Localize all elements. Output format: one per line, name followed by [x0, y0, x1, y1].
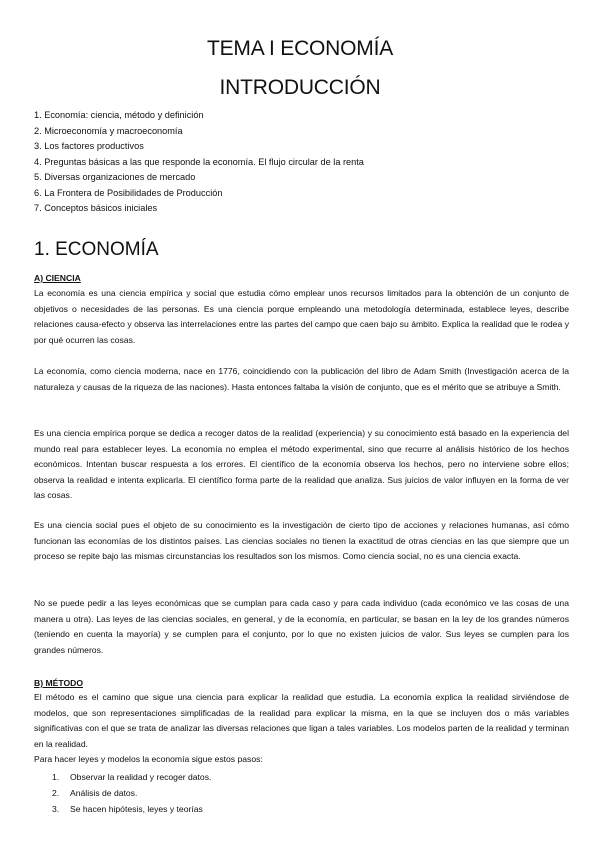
list-number: 2.	[52, 788, 60, 798]
list-text: Observar la realidad y recoger datos.	[70, 772, 212, 782]
subsection-heading-metodo: B) MÉTODO	[34, 678, 84, 688]
list-text: Se hacen hipótesis, leyes y teorías	[70, 804, 203, 814]
toc-item: 4. Preguntas básicas a las que responde la economía. El flujo circular de la renta	[34, 156, 364, 167]
steps-list	[52, 769, 211, 817]
document-title: TEMA I ECONOMÍA	[206, 37, 394, 60]
list-item	[52, 769, 211, 785]
paragraph: Es una ciencia empírica porque se dedica a recoger datos de la realidad (experiencia) y su conocimiento está basado en la experiencia del mundo real para establecer leyes. La economía no emplea el método experimental, sino que recurre al análisis histórico de los hechos económicos. Intentan buscar respuesta a los errores. El científico de la economía observa los hechos, pero no interviene sobre ellos; observa la realidad e intenta explicarla. El científico forma parte de la realidad que analiza. Sus juicios de valor influyen en la forma de ver las cosas.	[34, 428, 569, 501]
list-text: Análisis de datos.	[70, 788, 138, 798]
paragraph: El método es el camino que sigue una ciencia para explicar la realidad que estudia. La economía explica la realidad sirviéndose de modelos, que son representaciones simplificadas de la realidad para explicar la misma, en la que se incluyen dos o más variables significativas con el que se trata de analizar las diversas relaciones que ligan a tales variables. Los modelos parten de la realidad y terminan en la realidad.	[34, 692, 569, 749]
toc-item: 3. Los factores productivos	[34, 141, 144, 151]
paragraph: Es una ciencia social pues el objeto de su conocimiento es la investigación de cierto tipo de acciones y relaciones humanas, así cómo funcionan las economías de los distintos países. Las ciencias sociales no tienen la exactitud de otras ciencias en las que siempre que un proceso se repite bajo las mismas circunstancias los resultados son los mismos. Como ciencia social, no es una ciencia exacta.	[34, 520, 569, 562]
list-number: 1.	[52, 772, 60, 782]
paragraph: No se puede pedir a las leyes económicas que se cumplan para cada caso y para cada individuo (cada económico ve las cosas de una manera u otra). Las leyes de las ciencias sociales, en general, y de la economía, en particular, se basan en la ley de los grandes números (teniendo en cuenta la mayoría) y se cumplen para el conjunto, por lo que no existen juicios de valor. Sus leyes se cumplen para los grandes números.	[34, 598, 569, 655]
paragraph: La economía es una ciencia empírica y social que estudia cómo emplear unos recursos limitados para la obtención de un conjunto de objetivos o necesidades de las personas. Es una ciencia porque empleando una metodología determinada, establece leyes, describe relaciones causa-efecto y observa las interrelaciones entre las partes del campo que caen bajo su ámbito. Explica la realidad que le rodea y por qué ocurren las cosas.	[34, 288, 569, 345]
list-item	[52, 801, 211, 817]
section-heading: 1. ECONOMÍA	[34, 239, 159, 260]
list-item	[52, 785, 211, 801]
steps-intro: Para hacer leyes y modelos la economía sigue estos pasos:	[34, 754, 263, 764]
toc-item: 7. Conceptos básicos iniciales	[34, 203, 158, 213]
toc-item: 6. La Frontera de Posibilidades de Producción	[34, 187, 223, 198]
list-number: 3.	[52, 804, 60, 814]
toc-item: 2. Microeconomía y macroeconomía	[34, 125, 183, 136]
toc-item: 5. Diversas organizaciones de mercado	[34, 172, 196, 182]
document-subtitle: INTRODUCCIÓN	[219, 76, 381, 99]
table-of-contents	[34, 108, 364, 217]
subsection-heading-ciencia: A) CIENCIA	[34, 273, 81, 283]
paragraph: La economía, como ciencia moderna, nace en 1776, coincidiendo con la publicación del libro de Adam Smith (Investigación acerca de la naturaleza y causas de la riqueza de las naciones). Hasta entonces faltaba la visión de conjunto, que es el mérito que se atribuye a Smith.	[34, 366, 569, 392]
toc-item: 1. Economía: ciencia, método y definición	[34, 110, 204, 120]
